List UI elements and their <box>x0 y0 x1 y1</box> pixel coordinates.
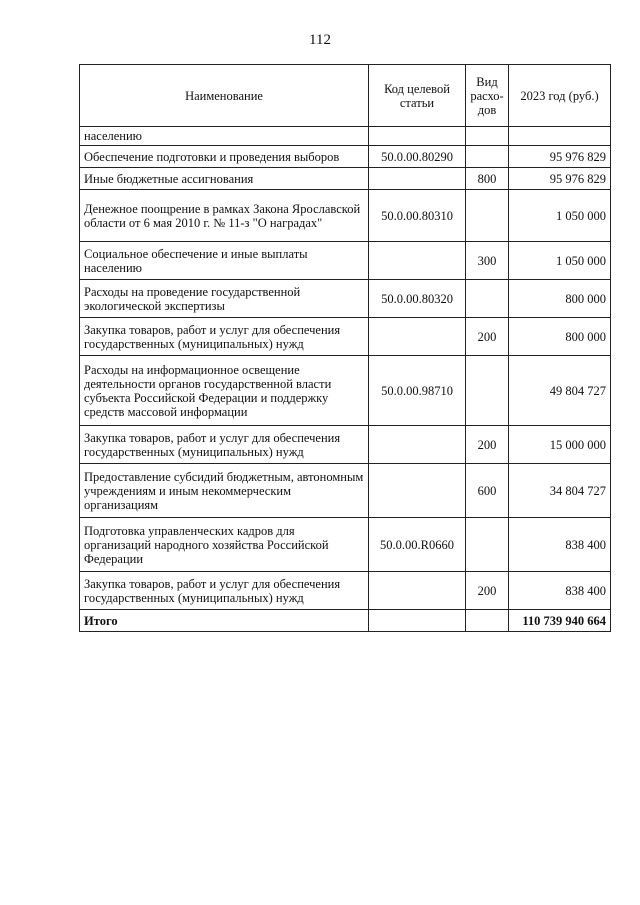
row-sum: 838 400 <box>509 572 611 610</box>
row-code: 50.0.00.80290 <box>369 146 466 168</box>
table-row <box>80 146 611 168</box>
row-code <box>369 572 466 610</box>
total-kind <box>466 610 509 632</box>
row-code: 50.0.00.98710 <box>369 356 466 426</box>
row-sum: 34 804 727 <box>509 464 611 518</box>
table-row <box>80 356 611 426</box>
row-sum: 838 400 <box>509 518 611 572</box>
table-row <box>80 190 611 242</box>
table-row <box>80 518 611 572</box>
row-sum: 800 000 <box>509 318 611 356</box>
row-sum: 95 976 829 <box>509 146 611 168</box>
row-name: Предоставление субсидий бюджетным, автономным учреждениям и иным некоммерческим организациям <box>80 464 369 518</box>
row-name: Расходы на информационное освещение деятельности органов государственной власти субъекта Российской Федерации и поддержку средств массовой информации <box>80 356 369 426</box>
total-sum: 110 739 940 664 <box>509 610 611 632</box>
header-sum: 2023 год (руб.) <box>509 65 611 127</box>
table-row <box>80 242 611 280</box>
table-row <box>80 464 611 518</box>
row-code <box>369 168 466 190</box>
row-sum: 1 050 000 <box>509 190 611 242</box>
row-code: 50.0.00.80320 <box>369 280 466 318</box>
row-kind: 200 <box>466 318 509 356</box>
row-sum: 1 050 000 <box>509 242 611 280</box>
header-code: Код целевой статьи <box>369 65 466 127</box>
row-kind: 200 <box>466 426 509 464</box>
row-name: Закупка товаров, работ и услуг для обеспечения государственных (муниципальных) нужд <box>80 426 369 464</box>
row-name: населению <box>80 127 369 146</box>
total-label: Итого <box>80 610 369 632</box>
row-code <box>369 242 466 280</box>
total-code <box>369 610 466 632</box>
row-sum: 15 000 000 <box>509 426 611 464</box>
row-kind: 600 <box>466 464 509 518</box>
row-name: Иные бюджетные ассигнования <box>80 168 369 190</box>
row-name: Обеспечение подготовки и проведения выборов <box>80 146 369 168</box>
row-name: Закупка товаров, работ и услуг для обеспечения государственных (муниципальных) нужд <box>80 572 369 610</box>
row-kind <box>466 356 509 426</box>
row-name: Денежное поощрение в рамках Закона Ярославской области от 6 мая 2010 г. № 11-з "О наградах" <box>80 190 369 242</box>
row-kind: 800 <box>466 168 509 190</box>
row-name: Закупка товаров, работ и услуг для обеспечения государственных (муниципальных) нужд <box>80 318 369 356</box>
row-name: Подготовка управленческих кадров для организаций народного хозяйства Российской Федерации <box>80 518 369 572</box>
row-code <box>369 127 466 146</box>
row-kind <box>466 127 509 146</box>
row-kind: 300 <box>466 242 509 280</box>
row-code <box>369 426 466 464</box>
row-sum: 95 976 829 <box>509 168 611 190</box>
table-row <box>80 280 611 318</box>
row-code <box>369 318 466 356</box>
header-name: Наименование <box>80 65 369 127</box>
page-number: 112 <box>309 32 331 48</box>
table-row <box>80 127 611 146</box>
total-row <box>80 610 611 632</box>
header-row <box>80 65 611 127</box>
table-row <box>80 318 611 356</box>
row-sum: 49 804 727 <box>509 356 611 426</box>
row-kind <box>466 190 509 242</box>
row-sum <box>509 127 611 146</box>
row-kind <box>466 280 509 318</box>
row-kind <box>466 146 509 168</box>
table-row <box>80 572 611 610</box>
row-code: 50.0.00.R0660 <box>369 518 466 572</box>
budget-table <box>79 64 611 632</box>
row-sum: 800 000 <box>509 280 611 318</box>
table-row <box>80 168 611 190</box>
table-row <box>80 426 611 464</box>
row-kind: 200 <box>466 572 509 610</box>
row-name: Расходы на проведение государственной экологической экспертизы <box>80 280 369 318</box>
row-code: 50.0.00.80310 <box>369 190 466 242</box>
header-kind: Вид расхо-дов <box>466 65 509 127</box>
row-kind <box>466 518 509 572</box>
row-name: Социальное обеспечение и иные выплаты населению <box>80 242 369 280</box>
row-code <box>369 464 466 518</box>
